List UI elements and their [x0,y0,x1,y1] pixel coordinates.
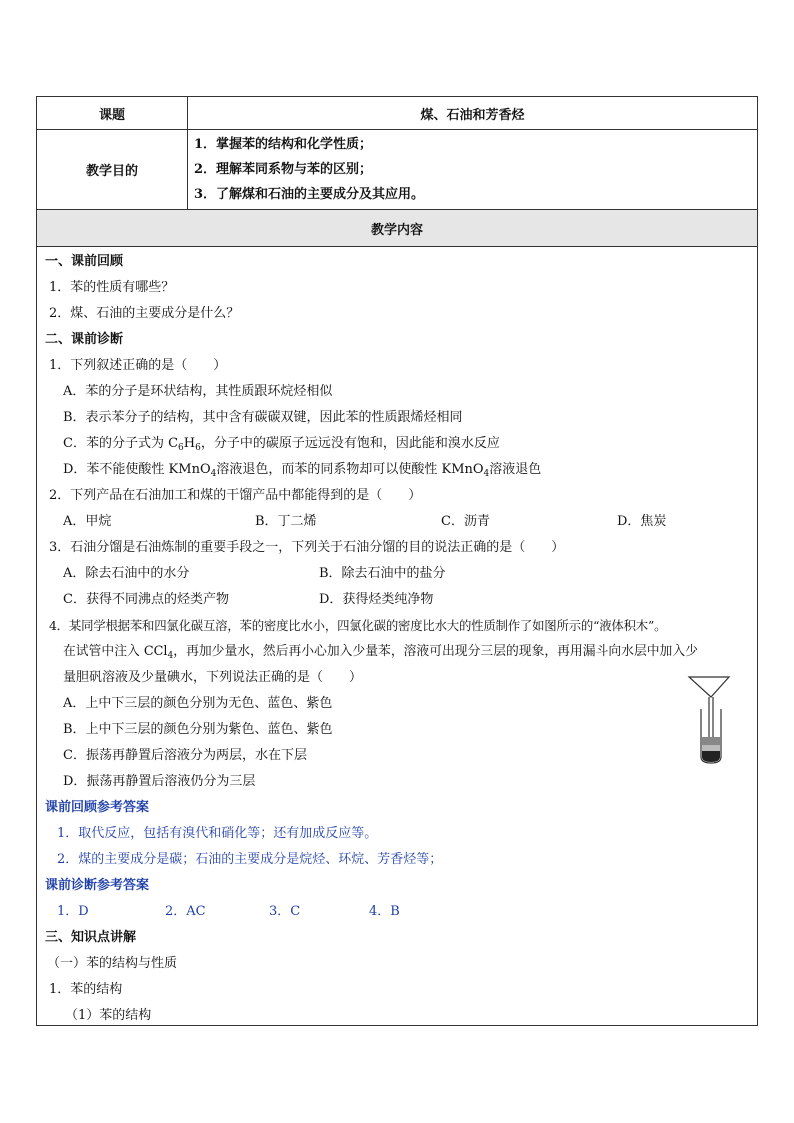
q1-d-post: 溶液退色 [489,462,542,477]
diag-answer-3: 3．C [269,904,301,919]
goal-list [188,130,758,210]
q1-option-d [63,457,541,483]
q3-option-d: D．获得烃类纯净物 [319,592,434,607]
topic-label: 课题 [37,97,188,130]
diag-answer-1: 1．D [57,904,89,919]
q3-stem: 3．石油分馏是石油炼制的重要手段之一，下列关于石油分馏的目的说法正确的是（ ） [49,540,565,555]
q4-option-d: D．振荡再静置后溶液仍分为三层 [63,774,256,789]
q2-stem: 2．下列产品在石油加工和煤的干馏产品中都能得到的是（ ） [49,488,422,503]
q2-option-b: B．丁二烯 [255,514,317,529]
q2-option-a: A．甲烷 [63,514,112,529]
q4-option-a: A．上中下三层的颜色分别为无色、蓝色、紫色 [63,696,333,711]
knowledge-title: 三、知识点讲解 [45,930,137,945]
q1-option-c [63,431,500,457]
content-body [36,247,758,1026]
q4-stem-line2 [63,639,698,665]
q4-s2-pre: 在试管中注入 CCl [63,644,168,659]
q4-option-b: B．上中下三层的颜色分别为紫色、蓝色、紫色 [63,722,333,737]
q3-option-b: B．除去石油中的盐分 [319,566,446,581]
funnel-test-tube-icon [687,675,737,765]
q1-option-a: A．苯的分子是环状结构，其性质跟环烷烃相似 [63,384,333,399]
q2-option-d: D．焦炭 [617,514,667,529]
q4-s2-post: ，再加少量水，然后再小心加入少量苯，溶液可出现分三层的现象，再用漏斗向水层中加入少 [173,644,698,659]
knowledge-sub1: （一）苯的结构与性质 [47,956,178,971]
review-title: 一、课前回顾 [45,254,124,269]
diag-answer-4: 4．B [369,904,400,919]
goal-item: 1．掌握苯的结构和化学性质； [194,137,373,152]
knowledge-item1: 1．苯的结构 [49,982,123,997]
diag-answers-title: 课前诊断参考答案 [45,878,150,893]
content-label: 教学内容 [37,210,758,247]
review-answer-2: 2．煤的主要成分是碳；石油的主要成分是烷烃、环烷、芳香烃等； [57,852,443,867]
review-answer-1: 1．取代反应，包括有溴代和硝化等；还有加成反应等。 [57,826,378,841]
q4-option-c: C．振荡再静置后溶液分为两层，水在下层 [63,748,307,763]
q1-c-post: ，分子中的碳原子远远没有饱和，因此能和溴水反应 [200,436,500,451]
review-q2: 2．煤、石油的主要成分是什么？ [49,306,240,321]
q1-d-mid: 溶液退色，而苯的同系物却可以使酸性 KMnO [216,462,484,477]
q1-d-sub1: 4 [210,469,217,479]
q4-stem-line3: 量胆矾溶液及少量碘水，下列说法正确的是（ ） [63,670,363,685]
review-answers-title: 课前回顾参考答案 [45,800,150,815]
diag-answer-2: 2．AC [165,904,206,919]
goal-item: 2．理解苯同系物与苯的区别； [194,162,373,177]
q4-s2-sub: 4 [167,651,174,661]
knowledge-item1-1: （1）苯的结构 [65,1008,152,1023]
lesson-header-table [36,96,758,247]
q4-stem-line1: 4．某同学根据苯和四氯化碳互溶，苯的密度比水小，四氯化碳的密度比水大的性质制作了如图所示的“液体积木”。 [49,618,667,633]
q1-c-pre: C．苯的分子式为 C [63,436,179,451]
q2-option-c: C．沥青 [441,514,490,529]
q3-option-a: A．除去石油中的水分 [63,566,190,581]
q1-d-pre: D．苯不能使酸性 KMnO [63,462,211,477]
goal-item: 3．了解煤和石油的主要成分及其应用。 [194,187,425,202]
q1-d-sub2: 4 [483,469,490,479]
q1-option-b: B．表示苯分子的结构，其中含有碳碳双键，因此苯的性质跟烯烃相同 [63,410,463,425]
lesson-page [36,96,758,1026]
q1-stem: 1．下列叙述正确的是（ ） [49,358,227,373]
q1-c-mid: H [183,436,196,451]
review-q1: 1．苯的性质有哪些？ [49,280,175,295]
q1-c-sub1: 6 [178,443,184,453]
q3-option-c: C．获得不同沸点的烃类产物 [63,592,229,607]
goal-label: 教学目的 [37,130,188,210]
q1-c-sub2: 6 [195,443,201,453]
topic-value: 煤、石油和芳香烃 [188,97,758,130]
diag-title: 二、课前诊断 [45,332,124,347]
